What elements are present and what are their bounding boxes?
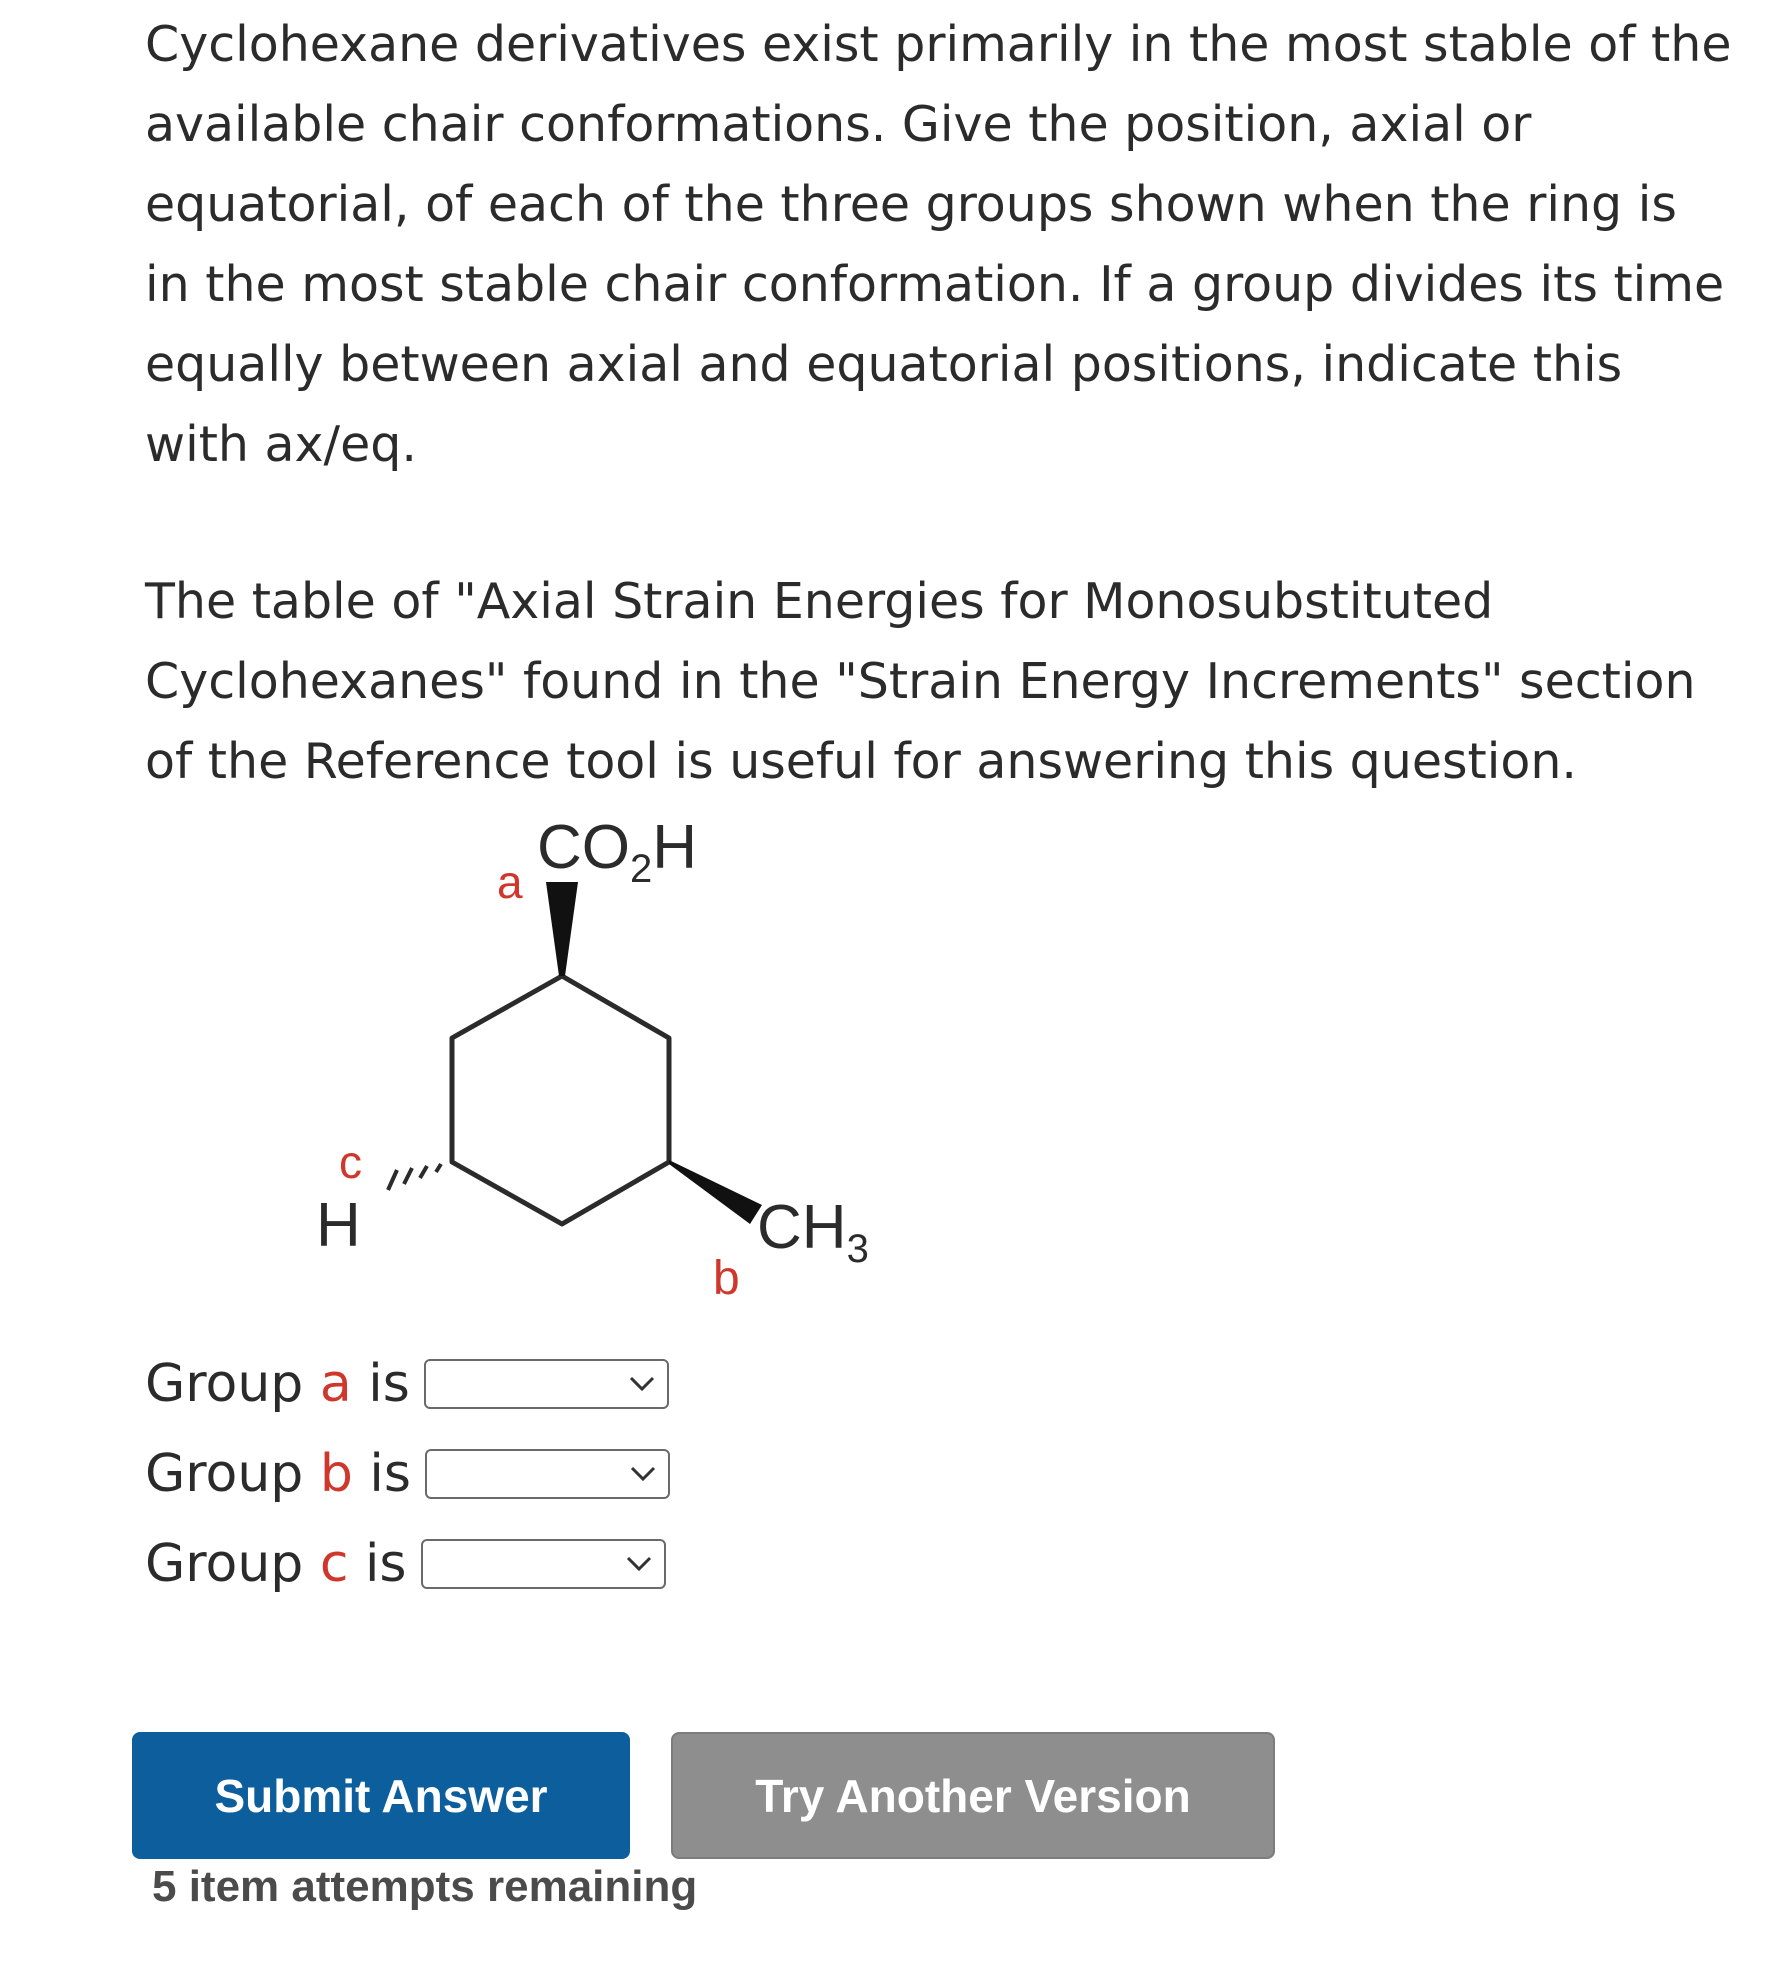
group-a-label: a: [497, 856, 523, 908]
group-a-row: [145, 1354, 669, 1414]
chevron-down-icon: [629, 1375, 655, 1393]
try-another-version-button[interactable]: Try Another Version: [671, 1732, 1275, 1859]
group-b-letter: b: [319, 1444, 353, 1504]
wedge-bond-b: [669, 1160, 762, 1224]
group-c-letter: c: [319, 1534, 349, 1594]
question-intro: Cyclohexane derivatives exist primarily in the most stable of the available chair conformations. Give the position, axial or equatorial, of each of the three groups shown when the ring is in the most stable chair conformation. If a group divides its time equally between axial and equatorial positions, indicate this with ax/eq.: [145, 16, 1732, 473]
attempts-remaining: 5 item attempts remaining: [152, 1862, 698, 1911]
wedge-bond-a: [546, 882, 578, 976]
group-b-prefix: Group: [145, 1444, 320, 1504]
submit-answer-button[interactable]: Submit Answer: [132, 1732, 630, 1859]
group-b-select[interactable]: [425, 1449, 670, 1499]
group-b-row: [145, 1444, 670, 1504]
group-c-prefix: Group: [145, 1534, 320, 1594]
chevron-down-icon: [626, 1555, 652, 1573]
group-c-suffix: is: [348, 1534, 407, 1594]
group-c-label: c: [339, 1136, 362, 1188]
group-c-row: [145, 1534, 666, 1594]
cyclohexane-ring: [452, 976, 669, 1224]
group-b-formula: $CH_3$: [757, 1193, 869, 1271]
group-b-suffix: is: [352, 1444, 411, 1504]
group-a-select[interactable]: [424, 1359, 669, 1409]
chevron-down-icon: [630, 1465, 656, 1483]
group-a-suffix: is: [351, 1354, 410, 1414]
group-b-label: b: [713, 1252, 740, 1305]
group-a-prefix: Group: [145, 1354, 320, 1414]
group-a-formula: $CO_2H$: [537, 813, 698, 891]
hash-bond-c: [388, 1164, 441, 1190]
group-a-letter: a: [319, 1354, 352, 1414]
reference-note: The table of "Axial Strain Energies for Monosubstituted Cyclohexanes" found in the "Strain Energy Increments" section of the Reference tool is useful for answering this question.: [145, 573, 1696, 790]
group-c-select[interactable]: [421, 1539, 666, 1589]
group-c-atom: H: [316, 1191, 361, 1260]
